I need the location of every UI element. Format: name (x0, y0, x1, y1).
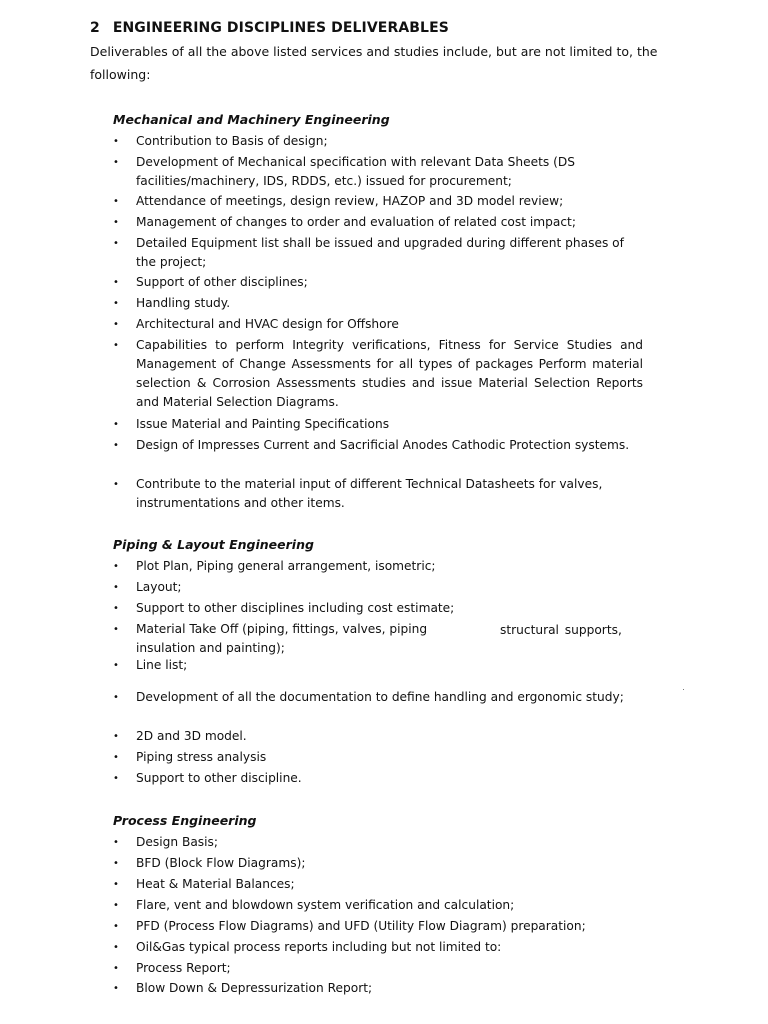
bullet: • (113, 319, 119, 330)
mechanical-section-title: MechanicaI and Machinery Engineering (113, 112, 390, 127)
list-item-text: Capabilities to perform Integrity verifications, Fitness for Service Studies and Management of Change Assessments for all types of packages Perform material selection & Corrosion Assessments studies and issue Material Selection Reports and Material Selection Diagrams. (136, 338, 643, 409)
list-item (113, 436, 643, 455)
list-item-text: Design of Impresses Current and Sacrificial Anodes Cathodic Protection systems. (136, 438, 630, 452)
list-item-text: Detailed Equipment list shall be issued and upgraded during different phases of the project; (136, 236, 624, 269)
list-item (113, 938, 643, 957)
bullet: • (113, 196, 119, 207)
list-item-text: Development of Mechanical specification with relevant Data Sheets (DS facilities/machinery, IDS, RDDS, etc.) issued for procurement; (136, 155, 575, 188)
list-item-text: insulation and painting); (136, 641, 285, 655)
list-item (113, 578, 643, 597)
list-item (113, 294, 643, 313)
intro-paragraph: Deliverables of all the above listed services and studies include, but are not limited to, the following: (90, 44, 658, 82)
list-item-text: Attendance of meetings, design review, HAZOP and 3D model review; (136, 194, 564, 208)
bullet: • (113, 963, 119, 974)
bullet: • (113, 900, 119, 911)
list-item-text: Contribution to Basis of design; (136, 134, 328, 148)
list-item-text: Plot Plan, Piping general arrangement, isometric; (136, 559, 436, 573)
list-item-text: PFD (Process Flow Diagrams) and UFD (Utility Flow Diagram) preparation; (136, 919, 586, 933)
list-item (113, 415, 643, 434)
list-item (113, 748, 643, 767)
section-heading (90, 20, 449, 36)
list-item-text: Architectural and HVAC design for Offshore (136, 317, 399, 331)
list-item (113, 979, 643, 998)
list-item-text: Contribute to the material input of different Technical Datasheets for valves, instrumentations and other items. (136, 477, 603, 510)
list-item (113, 875, 643, 894)
list-item (113, 769, 643, 788)
list-item (113, 599, 643, 618)
list-item-text: structural supports, (500, 623, 622, 637)
list-item-text: Issue Material and Painting Specifications (136, 417, 390, 431)
list-item (113, 557, 643, 576)
bullet: • (113, 773, 119, 784)
bullet: • (113, 157, 119, 168)
list-item-text: Development of all the documentation to define handling and ergonomic study; (136, 690, 624, 704)
list-item (113, 213, 643, 232)
bullet: • (113, 624, 119, 635)
list-item-text: BFD (Block Flow Diagrams); (136, 856, 306, 870)
list-item-text: Piping stress analysis (136, 750, 267, 764)
bullet: • (113, 479, 119, 490)
list-item-text: Line list; (136, 658, 188, 672)
bullet: • (113, 217, 119, 228)
list-item (113, 959, 643, 978)
list-item (113, 475, 643, 513)
bullet: • (113, 837, 119, 848)
bullet: • (113, 440, 119, 451)
list-item-text: Support to other discipline. (136, 771, 302, 785)
bullet: • (113, 298, 119, 309)
list-item-text: Support to other disciplines including cost estimate; (136, 601, 455, 615)
bullet: • (113, 858, 119, 869)
list-item-text: Layout; (136, 580, 182, 594)
bullet: • (113, 983, 119, 994)
list-item (113, 153, 643, 191)
bullet: • (113, 660, 119, 671)
list-item (113, 833, 643, 852)
bullet: • (113, 921, 119, 932)
bullet: • (113, 942, 119, 953)
list-item-text: Heat & Material Balances; (136, 877, 295, 891)
bullet: • (113, 340, 119, 351)
list-item (113, 896, 643, 915)
bullet: • (113, 419, 119, 430)
piping-section-title: Piping & Layout Engineering (113, 537, 314, 552)
list-item (113, 688, 643, 707)
list-item-text: Flare, vent and blowdown system verification and calculation; (136, 898, 515, 912)
list-item-text: Process Report; (136, 961, 231, 975)
list-item (113, 917, 643, 936)
bullet: • (113, 136, 119, 147)
bullet: • (113, 238, 119, 249)
bullet: • (113, 692, 119, 703)
list-item-text: Support of other disciplines; (136, 275, 308, 289)
list-item (113, 192, 643, 211)
bullet: • (113, 277, 119, 288)
bullet: • (113, 603, 119, 614)
list-item (113, 727, 643, 746)
list-item (113, 656, 643, 675)
list-item-text: Material Take Off (piping, fittings, valves, piping (136, 622, 428, 636)
list-item-continuation (500, 621, 640, 640)
bullet: • (113, 731, 119, 742)
list-item-text: Design Basis; (136, 835, 218, 849)
list-item (113, 273, 643, 292)
scan-speck (683, 689, 684, 690)
bullet: • (113, 561, 119, 572)
bullet: • (113, 752, 119, 763)
list-item (113, 132, 643, 151)
list-item (113, 234, 643, 272)
process-section-title: Process Engineering (113, 813, 257, 828)
list-item-text: Oil&Gas typical process reports including but not limited to: (136, 940, 502, 954)
bullet: • (113, 879, 119, 890)
list-item-text: Handling study. (136, 296, 231, 310)
list-item-text: Blow Down & Depressurization Report; (136, 981, 373, 995)
list-item (113, 854, 643, 873)
list-item (113, 336, 643, 412)
section-heading-text: ENGINEERING DISCIPLINES DELIVERABLES (112, 20, 449, 36)
list-item-text: Management of changes to order and evaluation of related cost impact; (136, 215, 576, 229)
section-number: 2 (90, 20, 100, 36)
list-item-text: 2D and 3D model. (136, 729, 247, 743)
list-item (113, 315, 643, 334)
bullet: • (113, 582, 119, 593)
